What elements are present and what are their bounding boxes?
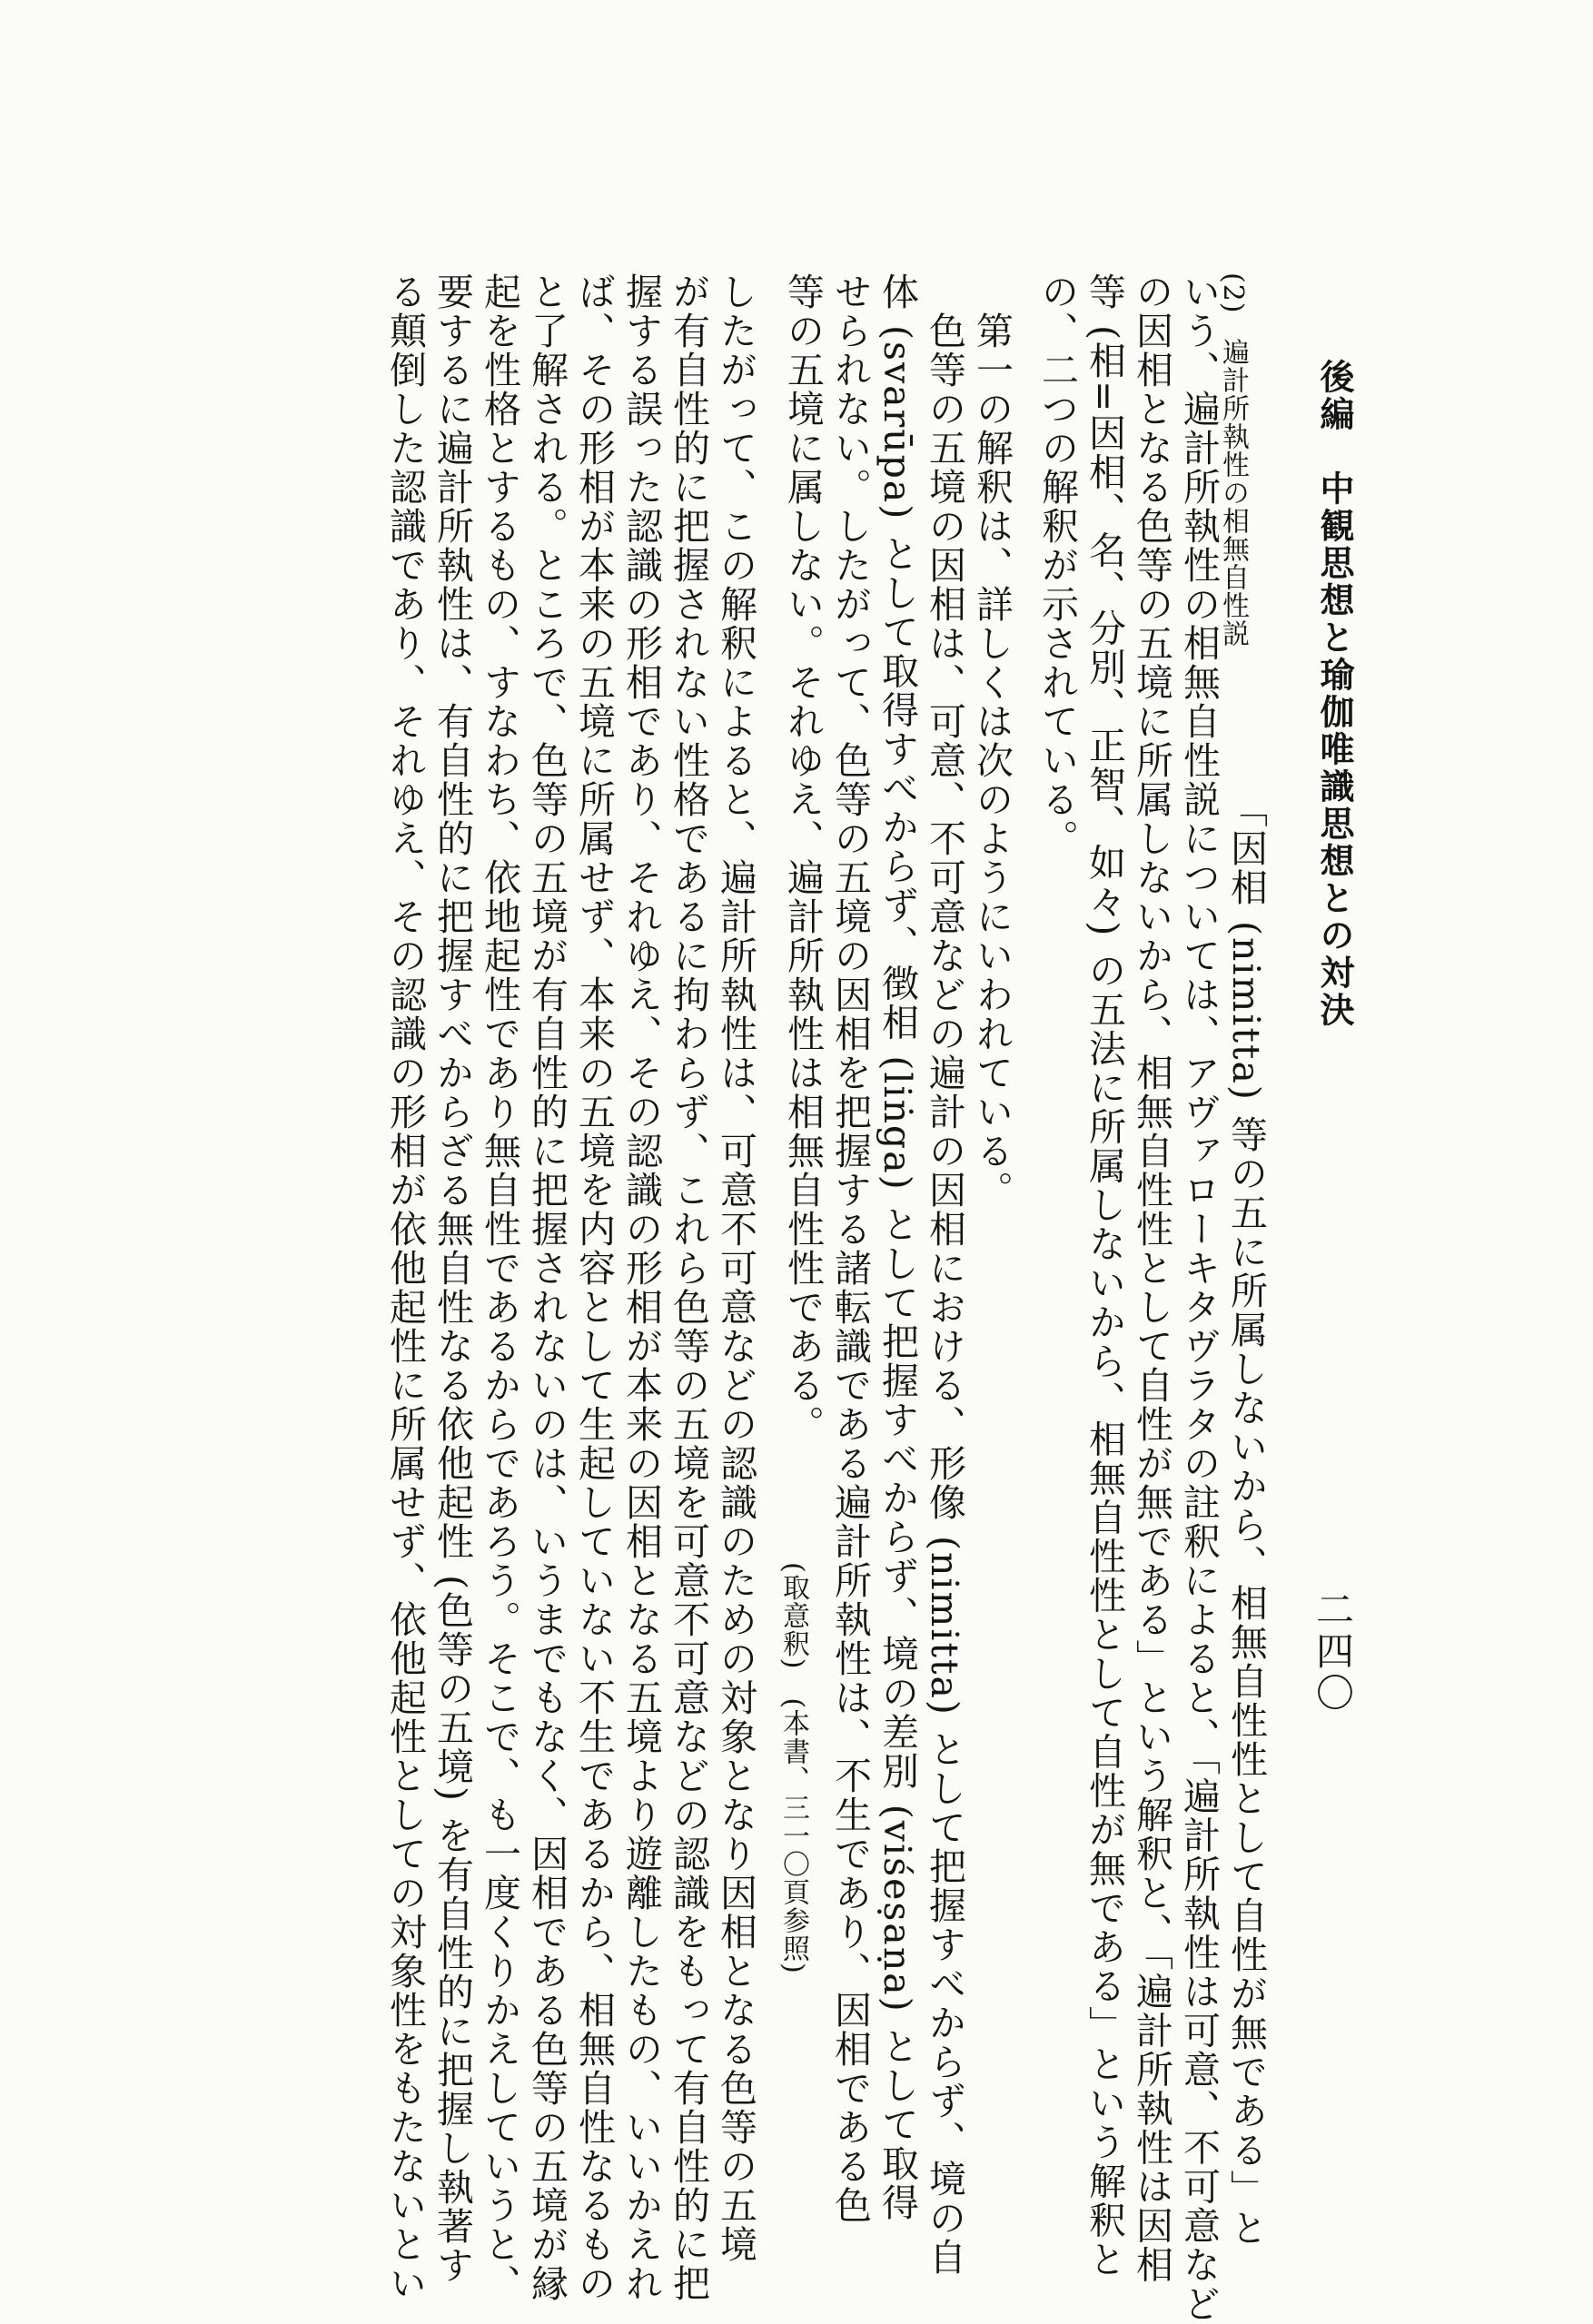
section-title: 遍計所執性の相無自性説 (1217, 338, 1249, 648)
body-column: せられない。したがって、色等の五境の因相を把握する諸転識である遍計所執性は、不生であり、因相である色 (828, 272, 872, 2225)
body-column: の、二つの解釈が示されている。 (1035, 272, 1079, 858)
body-column: 握する誤った認識の形相であり、それゆえ、その認識の形相が本来の因相となる五境より遊離したもの、いいかえれ (619, 272, 663, 2303)
body-column: ば、その形相が本来の五境に所属せず、本来の五境を内容として生起していない不生であるから、相無自性なるもの (572, 272, 616, 2303)
body-column: と了解される。ところで、色等の五境が有自性的に把握されないのは、いうまでもなく、因相である色等の五境が縁 (525, 272, 569, 2303)
body-column: 第一の解釈は、詳しくは次のようにいわれている。 (970, 272, 1014, 1210)
body-column: が有自性的に把握されない性格であるに拘わらず、これら色等の五境を可意不可意などの認識をもって有自性的に把 (667, 272, 710, 2303)
body-column: の因相となる色等の五境に所属しないから、相無自性性として自性が無である」という解釈と、「遍計所執性は因相 (1130, 272, 1173, 2285)
section-number: (2) (1217, 272, 1249, 314)
body-column: 等 (相=因相、名、分別、正智、如々) の五法に所属しないから、相無自性性として自性が無である」という解釈と (1083, 272, 1126, 2279)
running-head: 後編 中観思想と瑜伽唯識思想との対決 (1314, 359, 1355, 1029)
body-column: 起を性格とするもの、すなわち、依地起性であり無自性であるからであろう。そこで、も一度くりかえしていうと、 (478, 272, 521, 2303)
body-column: る顛倒した認識であり、それゆえ、その認識の形相が依他起性に所属せず、依他起性としての対象性をもたないとい (383, 272, 427, 2303)
body-column: 「因相 (nimitta) 等の五に所属しないから、相無自性性として自性が無である」と (1224, 790, 1268, 2248)
citation-note: (取意釈) (本書、三一〇頁参照) (777, 1562, 809, 1974)
body-column: 要するに遍計所執性は、有自性的に把握すべからざる無自性なる依他起性 (色等の五境) を有自性的に把握し執著す (430, 272, 474, 2286)
body-column: 等の五境に属しない。それゆえ、遍計所執性は相無自性性である。 (781, 272, 825, 1444)
body-column: いう、遍計所執性の相無自性説については、アヴァローキタヴラタの註釈によると、「遍計所執性は可意、不可意など (1177, 272, 1221, 2324)
page-number: 二四〇 (1311, 1589, 1355, 1715)
body-column: 体 (svarūpa) として取得すべからず、徴相 (liṅga) として把握すべからず、境の差別 (viśeṣaṇa) として取得 (876, 272, 919, 2222)
body-column: したがって、この解釈によると、遍計所執性は、可意不可意などの認識のための対象となり因相となる色等の五境 (714, 272, 757, 2264)
body-column: 色等の五境の因相は、可意、不可意などの遍計の因相における、形像 (nimitta) として把握すべからず、境の自 (923, 272, 966, 2277)
